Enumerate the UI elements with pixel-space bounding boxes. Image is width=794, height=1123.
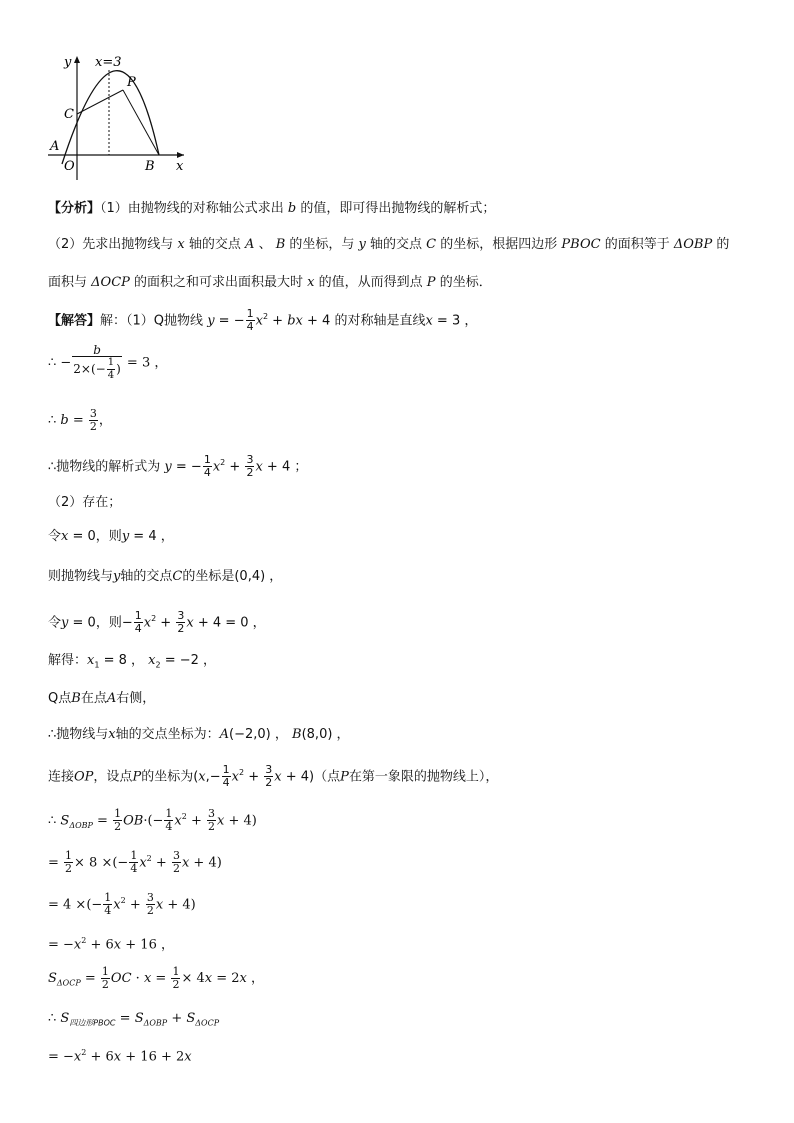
solution-line-7: 则抛物线与y轴的交点C的坐标是(0,4) ， <box>48 569 283 584</box>
solution-line-13: ∴ $S_{\Delta OBP}$ = $\frac{1}{2}$ OB·(− $\frac{1}{4}$ $x^2$ + $\frac{3}{2}$ x + 4) <box>48 807 257 834</box>
analysis-line-1: 【分析】（1）由抛物线的对称轴公式求出 b 的值，即可得出抛物线的解析式； <box>48 201 496 216</box>
solution-line-19: = $-x^2 + 6x + 16 + 2x$ <box>48 1048 192 1065</box>
solution-line-14: = $\frac{1}{2}$ × 8 ×(− $\frac{1}{4}$ $x^2$ + $\frac{3}{2}$ x + 4) <box>48 849 222 876</box>
solution-line-5: （2）存在； <box>48 495 122 510</box>
label-B: B <box>145 159 155 174</box>
x-axis-arrow-icon <box>177 152 184 158</box>
solution-line-6: 令x = 0，则y = 4 ， <box>48 529 174 544</box>
label-C: C <box>64 107 74 122</box>
solution-line-4: ∴抛物线的解析式为 y = − $\frac{1}{4}$ $x^2$ + $\frac{3}{2}$ x + 4 ； <box>48 453 308 480</box>
analysis-heading: 【分析】 <box>48 201 101 216</box>
label-A: A <box>50 139 60 154</box>
label-O: O <box>64 159 75 174</box>
label-x: x <box>176 159 184 174</box>
solution-line-17: $S_{\Delta OCP}$ = $\frac{1}{2}$ OC · x = $\frac{1}{2}$ × 4x = 2x ， <box>48 965 265 991</box>
label-P: P <box>127 75 136 90</box>
analysis-line-2: （2）先求出抛物线与 x 轴的交点 A 、 B 的坐标，与 y 轴的交点 C 的坐标，根据四边形 PBOC 的面积等于 ΔOBP 的 <box>48 237 730 252</box>
analysis-line-3: 面积与 ΔOCP 的面积之和可求出面积最大时 x 的值，从而得到点 P 的坐标． <box>48 275 492 290</box>
label-y: y <box>64 55 72 70</box>
segment-PB <box>123 90 159 155</box>
solution-line-11: ∴抛物线与x轴的交点坐标为：A(−2,0) ， B(8,0) ， <box>48 727 350 742</box>
solution-line-18: ∴ $S_{四边形PBOC} = S_{\Delta OBP} + S_{\Delta OCP}$ <box>48 1011 220 1028</box>
label-axis-x3: x=3 <box>95 55 122 70</box>
parabola-figure <box>46 52 206 182</box>
solution-line-12: 连接OP，设点P的坐标为(x,− $\frac{1}{4}$ $x^2$ + $\frac{3}{2}$ x + 4)（点P在第一象限的抛物线上）， <box>48 763 499 790</box>
solution-heading: 【解答】 <box>48 313 101 329</box>
y-axis-arrow-icon <box>74 56 80 63</box>
solution-line-16: = $-x^2 + 6x + 16$ ， <box>48 936 174 953</box>
segment-CP <box>77 90 123 114</box>
solution-line-1: 【解答】解：（1）Q抛物线 y = − $\frac{1}{4}$ $x^2$ + bx + 4 的对称轴是直线x = 3 ， <box>48 307 478 334</box>
solution-line-3: ∴ b = $\frac{3}{2}$ ， <box>48 407 112 433</box>
solution-line-9: 解得：$x_1 = 8$ ， $x_2 = -2$ ， <box>48 653 217 670</box>
solution-line-2: ∴ − b 2×(− $\frac{1}{4}$ ) = 3 ， <box>48 343 168 381</box>
solution-line-10: Q点B在点A右侧， <box>48 691 156 706</box>
solution-line-8: 令y = 0，则− $\frac{1}{4}$ $x^2$ + $\frac{3}{2}$ x + 4 = 0 ， <box>48 609 266 636</box>
solution-line-15: = 4 ×(− $\frac{1}{4}$ $x^2$ + $\frac{3}{2}$ x + 4) <box>48 891 196 918</box>
